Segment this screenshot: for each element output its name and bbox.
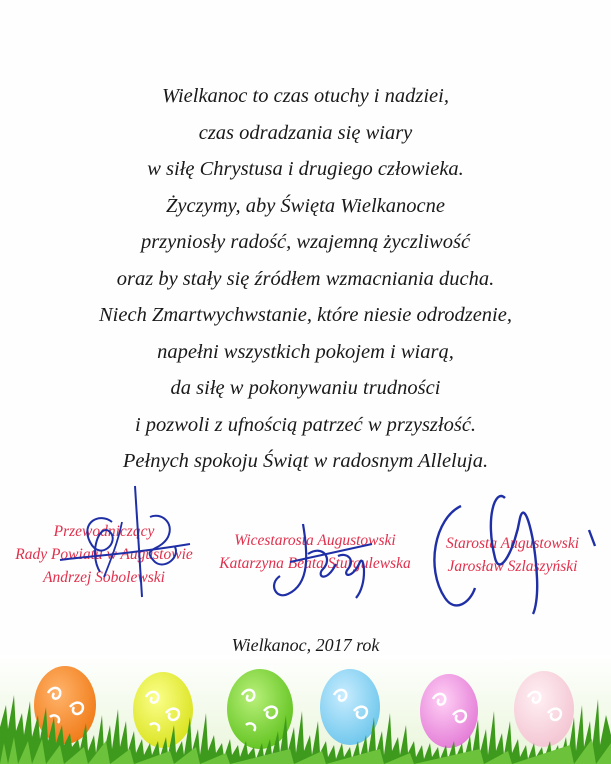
signatory-title: Przewodniczący [53, 523, 155, 540]
signatory-name: Andrzej Sobolewski [43, 569, 165, 586]
signatory-title: Wicestarosta Augustowski [234, 532, 396, 549]
poem-line: przyniosły radość, wzajemną życzliwość [140, 231, 471, 253]
greeting-poem [0, 78, 611, 480]
egg-pink [420, 674, 478, 748]
poem-line: Niech Zmartwychwstanie, które niesie odrodzenie, [99, 304, 512, 326]
signatory-deputy-starost [205, 529, 425, 575]
egg-blue [320, 669, 380, 745]
signatory-title: Rady Powiatu w Augustowie [15, 546, 193, 563]
signatory-council-chairman [4, 520, 204, 589]
poem-line: Życzymy, aby Święta Wielkanocne [166, 194, 445, 217]
poem-line: Wielkanoc to czas otuchy i nadziei, [162, 85, 449, 107]
egg-rose [514, 671, 574, 747]
poem-line: i pozwoli z ufnością patrzeć w przyszłość. [134, 413, 477, 436]
signatory-name: Katarzyna Beata Sturgulewska [219, 555, 411, 572]
poem-line: Pełnych spokoju Świąt w radosnym Alleluja. [122, 450, 489, 472]
poem-line: napełni wszystkich pokojem i wiarą, [157, 340, 454, 363]
signatory-name: Jarosław Szlaszyński [447, 558, 578, 575]
poem-line: czas odradzania się wiary [198, 121, 413, 144]
poem-line: oraz by stały się źródłem wzmacniania ducha. [116, 267, 495, 290]
easter-eggs-in-grass-illustration [0, 655, 611, 764]
signatory-starost [420, 532, 605, 578]
poem-line: da siłę w pokonywaniu trudności [170, 377, 441, 399]
card-date: Wielkanoc, 2017 rok [231, 635, 380, 655]
signatory-title: Starosta Augustowski [445, 535, 580, 552]
poem-line: w siłę Chrystusa i drugiego człowieka. [147, 158, 464, 180]
egg-yellow [133, 672, 193, 748]
